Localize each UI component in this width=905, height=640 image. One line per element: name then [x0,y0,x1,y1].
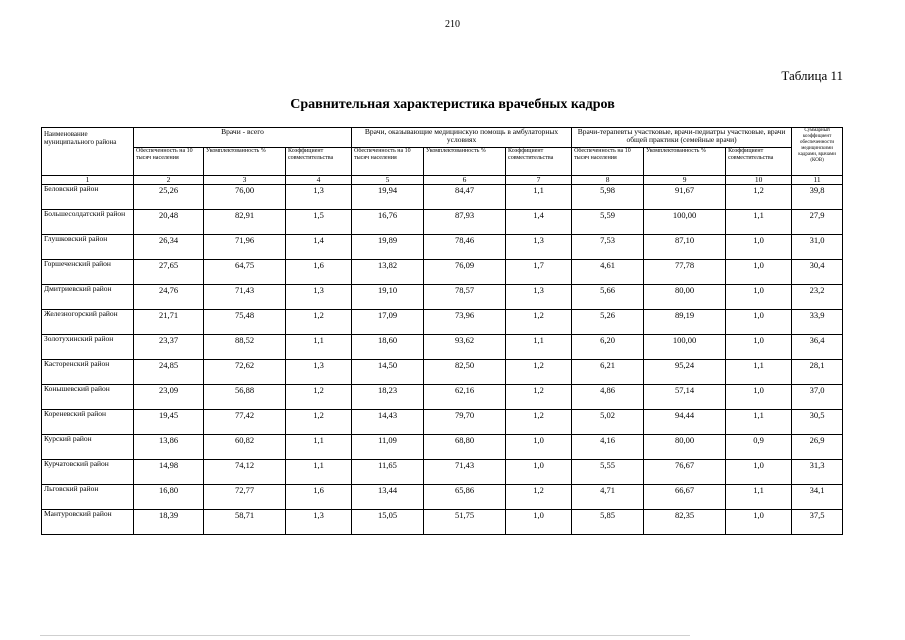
column-number-row [42,176,843,185]
table-row [42,235,843,260]
district-name: Курчатовский район [42,460,134,485]
table-cell: 30,4 [792,260,843,285]
table-cell: 62,16 [424,385,506,410]
table-cell: 19,45 [134,410,204,435]
table-cell: 51,75 [424,510,506,535]
table-cell: 74,12 [204,460,286,485]
header-total-coefficient: Суммарный коэффициент обеспеченности медицинскими кадрами, врачами (КОВ) [792,128,843,176]
table-cell: 20,48 [134,210,204,235]
table-cell: 18,39 [134,510,204,535]
table-cell: 13,44 [352,485,424,510]
table-cell: 88,52 [204,335,286,360]
district-name: Золотухинский район [42,335,134,360]
table-cell: 5,66 [572,285,644,310]
table-cell: 7,53 [572,235,644,260]
table-cell: 76,67 [644,460,726,485]
table-cell: 23,2 [792,285,843,310]
table-cell: 82,91 [204,210,286,235]
table-cell: 6,21 [572,360,644,385]
header-district-name: Наименование муниципального района [42,128,134,176]
table-cell: 18,23 [352,385,424,410]
column-number: 9 [644,176,726,185]
table-cell: 1,2 [286,385,352,410]
table-cell: 25,26 [134,185,204,210]
table-cell: 58,71 [204,510,286,535]
table-cell: 27,65 [134,260,204,285]
column-number: 7 [506,176,572,185]
table-cell: 31,3 [792,460,843,485]
district-name: Мантуровский район [42,510,134,535]
table-cell: 4,61 [572,260,644,285]
table-cell: 1,0 [726,260,792,285]
district-name: Касторенский район [42,360,134,385]
table-cell: 1,4 [286,235,352,260]
table-cell: 1,3 [286,185,352,210]
column-number: 10 [726,176,792,185]
table-cell: 24,76 [134,285,204,310]
table-cell: 1,2 [506,310,572,335]
table-cell: 75,48 [204,310,286,335]
table-cell: 1,0 [726,285,792,310]
table-cell: 4,16 [572,435,644,460]
table-cell: 1,3 [506,285,572,310]
table-cell: 1,4 [506,210,572,235]
document-title: Сравнительная характеристика врачебных кадров [290,97,615,112]
table-cell: 24,85 [134,360,204,385]
table-cell: 11,65 [352,460,424,485]
table-cell: 1,1 [726,360,792,385]
table-cell: 4,71 [572,485,644,510]
table-cell: 89,19 [644,310,726,335]
table-cell: 1,3 [286,285,352,310]
header-group-outpatient-doctors: Врачи, оказывающие медицинскую помощь в амбулаторных условиях [352,128,572,148]
header-provision: Обеспеченность на 10 тысяч населения [352,148,424,176]
table-cell: 72,77 [204,485,286,510]
table-row [42,210,843,235]
table-cell: 27,9 [792,210,843,235]
table-label: Таблица 11 [781,68,843,83]
table-cell: 1,1 [726,210,792,235]
table-cell: 1,3 [506,235,572,260]
district-name: Беловский район [42,185,134,210]
district-name: Курский район [42,435,134,460]
table-cell: 13,86 [134,435,204,460]
column-number: 6 [424,176,506,185]
table-cell: 18,60 [352,335,424,360]
table-row [42,360,843,385]
table-cell: 31,0 [792,235,843,260]
header-staffing: Укомплектованность % [204,148,286,176]
page-edge-line [40,635,690,636]
table-cell: 1,2 [286,410,352,435]
table-row [42,485,843,510]
table-cell: 1,0 [726,460,792,485]
table-row [42,260,843,285]
table-cell: 28,1 [792,360,843,385]
table-cell: 57,14 [644,385,726,410]
table-cell: 76,00 [204,185,286,210]
table-cell: 1,0 [726,510,792,535]
table-row [42,310,843,335]
table-cell: 68,80 [424,435,506,460]
table-cell: 19,94 [352,185,424,210]
table-cell: 72,62 [204,360,286,385]
table-cell: 5,02 [572,410,644,435]
table-cell: 65,86 [424,485,506,510]
table-cell: 66,67 [644,485,726,510]
table-cell: 39,8 [792,185,843,210]
header-part-time-coef: Коэффициент совместительства [726,148,792,176]
table-cell: 78,46 [424,235,506,260]
table-cell: 6,20 [572,335,644,360]
table-cell: 5,55 [572,460,644,485]
table-cell: 1,1 [726,485,792,510]
table-cell: 37,0 [792,385,843,410]
table-cell: 1,0 [506,460,572,485]
district-name: Глушковский район [42,235,134,260]
table-cell: 1,2 [506,410,572,435]
page-number: 210 [445,19,460,30]
table-cell: 5,59 [572,210,644,235]
column-number: 11 [792,176,843,185]
table-cell: 1,2 [506,360,572,385]
table-cell: 23,37 [134,335,204,360]
staff-comparison-table [41,127,843,535]
table-cell: 15,05 [352,510,424,535]
table-cell: 80,00 [644,435,726,460]
column-number: 2 [134,176,204,185]
table-cell: 93,62 [424,335,506,360]
table-cell: 1,3 [286,510,352,535]
district-name: Льговский район [42,485,134,510]
table-cell: 1,2 [506,385,572,410]
table-cell: 1,2 [506,485,572,510]
table-cell: 82,50 [424,360,506,385]
table-cell: 4,86 [572,385,644,410]
table-row [42,185,843,210]
table-cell: 5,98 [572,185,644,210]
table-cell: 84,47 [424,185,506,210]
table-cell: 56,88 [204,385,286,410]
table-cell: 1,0 [506,435,572,460]
header-provision: Обеспеченность на 10 тысяч населения [134,148,204,176]
table-cell: 11,09 [352,435,424,460]
header-part-time-coef: Коэффициент совместительства [506,148,572,176]
table-cell: 94,44 [644,410,726,435]
table-cell: 77,78 [644,260,726,285]
table-cell: 100,00 [644,335,726,360]
table-cell: 5,26 [572,310,644,335]
table-cell: 16,80 [134,485,204,510]
table-cell: 19,89 [352,235,424,260]
table-cell: 76,09 [424,260,506,285]
table-cell: 91,67 [644,185,726,210]
table-cell: 79,70 [424,410,506,435]
table-cell: 1,0 [506,510,572,535]
column-number: 3 [204,176,286,185]
table-cell: 1,1 [286,435,352,460]
table-cell: 1,2 [286,310,352,335]
table-cell: 21,71 [134,310,204,335]
table-cell: 19,10 [352,285,424,310]
header-provision: Обеспеченность на 10 тысяч населения [572,148,644,176]
table-cell: 14,98 [134,460,204,485]
table-cell: 1,6 [286,260,352,285]
table-row [42,460,843,485]
table-cell: 17,09 [352,310,424,335]
table-cell: 36,4 [792,335,843,360]
column-number: 4 [286,176,352,185]
table-cell: 33,9 [792,310,843,335]
column-number: 1 [42,176,134,185]
table-row [42,510,843,535]
district-name: Дмитриевский район [42,285,134,310]
table-cell: 5,85 [572,510,644,535]
table-cell: 95,24 [644,360,726,385]
table-cell: 1,1 [726,410,792,435]
table-row [42,335,843,360]
table-cell: 1,2 [726,185,792,210]
table-cell: 1,6 [286,485,352,510]
district-name: Большесолдатский район [42,210,134,235]
column-number: 8 [572,176,644,185]
table-cell: 14,50 [352,360,424,385]
table-cell: 1,0 [726,385,792,410]
table-cell: 1,0 [726,235,792,260]
table-cell: 71,96 [204,235,286,260]
table-cell: 1,1 [286,335,352,360]
table-cell: 87,93 [424,210,506,235]
table-cell: 1,1 [286,460,352,485]
district-name: Железногорский район [42,310,134,335]
table-cell: 100,00 [644,210,726,235]
table-cell: 1,5 [286,210,352,235]
table-cell: 80,00 [644,285,726,310]
table-cell: 26,9 [792,435,843,460]
table-cell: 16,76 [352,210,424,235]
table-cell: 37,5 [792,510,843,535]
table-cell: 73,96 [424,310,506,335]
header-part-time-coef: Коэффициент совместительства [286,148,352,176]
table-cell: 71,43 [204,285,286,310]
table-cell: 1,3 [286,360,352,385]
table-cell: 34,1 [792,485,843,510]
table-cell: 26,34 [134,235,204,260]
table-cell: 87,10 [644,235,726,260]
district-name: Кореневский район [42,410,134,435]
table-cell: 82,35 [644,510,726,535]
table-cell: 77,42 [204,410,286,435]
table-cell: 14,43 [352,410,424,435]
header-group-district-doctors: Врачи-терапевты участковые, врачи-педиатры участковые, врачи общей практики (семейные врачи) [572,128,792,148]
table-cell: 30,5 [792,410,843,435]
table-cell: 1,1 [506,335,572,360]
table-cell: 60,82 [204,435,286,460]
table-cell: 1,0 [726,310,792,335]
table-cell: 1,1 [506,185,572,210]
table-cell: 71,43 [424,460,506,485]
table-cell: 23,09 [134,385,204,410]
table-row [42,435,843,460]
district-name: Горшеченский район [42,260,134,285]
header-staffing: Укомплектованность % [644,148,726,176]
table-row [42,410,843,435]
table-cell: 0,9 [726,435,792,460]
table-row [42,385,843,410]
column-number: 5 [352,176,424,185]
table-cell: 1,7 [506,260,572,285]
table-row [42,285,843,310]
header-group-all-doctors: Врачи - всего [134,128,352,148]
table-cell: 1,0 [726,335,792,360]
table-body [42,185,843,535]
table-cell: 13,82 [352,260,424,285]
table-cell: 78,57 [424,285,506,310]
district-name: Конышевский район [42,385,134,410]
table-cell: 64,75 [204,260,286,285]
header-staffing: Укомплектованность % [424,148,506,176]
